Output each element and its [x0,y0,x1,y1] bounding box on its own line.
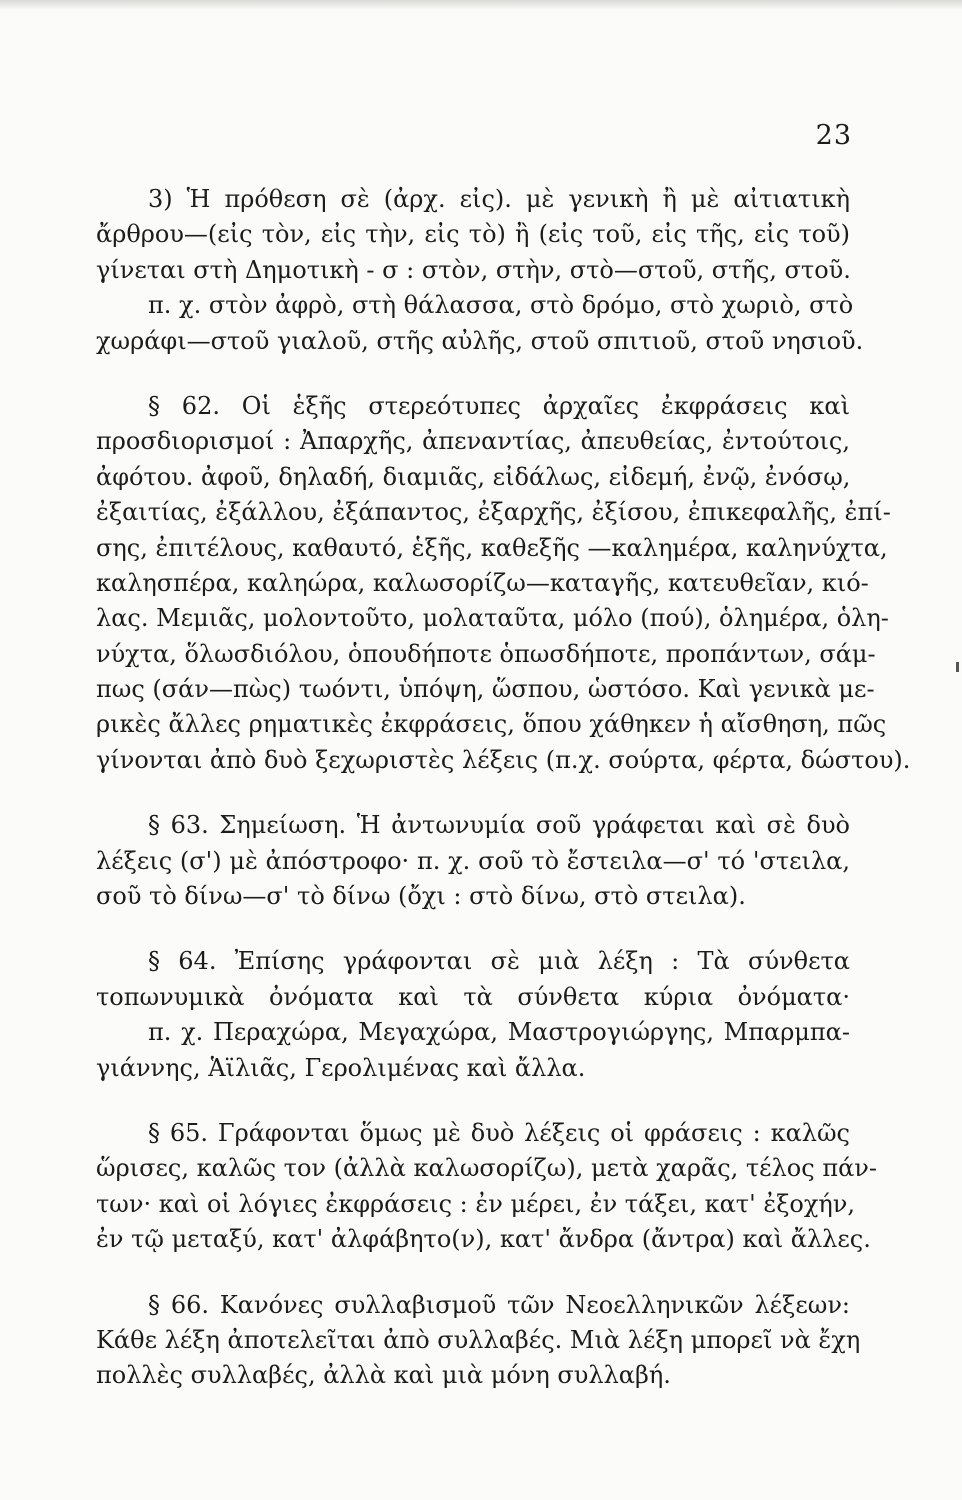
text-line: σοῦ τὸ δίνω—σ' τὸ δίνω (ὄχι : στὸ δίνω, στὸ στειλα). [96,882,746,911]
text-line: ἄρθρου—(εἰς τὸν, εἰς τὴν, εἰς τὸ) ἢ (εἰς τοῦ, εἰς τῆς, εἰς τοῦ) [96,220,850,249]
paragraph-section-64 [96,944,850,1086]
text-line: χωράφι—στοῦ γιαλοῦ, στῆς αὐλῆς, στοῦ σπιτιοῦ, στοῦ νησιοῦ. [96,326,864,355]
body-text [96,182,911,1394]
text-line: γίνεται στὴ Δημοτικὴ - σ : στὸν, στὴν, στὸ—στοῦ, στῆς, στοῦ. [96,255,851,284]
text-line: γιάννης, Ἁϊλιᾶς, Γερολιμένας καὶ ἄλλα. [96,1053,586,1082]
section-heading-line: § 64. Ἐπίσης γράφονται σὲ μιὰ λέξη : Τὰ σύνθετα [148,947,850,976]
paragraph-section-66 [96,1288,861,1394]
text-line: των· καὶ οἱ λόγιες ἐκφράσεις : ἐν μέρει, ἐν τάξει, κατ' ἐξοχήν, [96,1189,855,1218]
text-line: ἐξαιτίας, ἐξάλλου, ἐξάπαντος, ἐξαρχῆς, ἐξίσου, ἐπικεφαλῆς, ἐπί- [96,498,891,527]
text-line: πολλὲς συλλαβές, ἀλλὰ καὶ μιὰ μόνη συλλαβή. [96,1361,671,1390]
text-line: 3) Ἡ πρόθεση σὲ (ἀρχ. εἰς). μὲ γενικὴ ἢ μὲ αἰτιατικὴ [148,185,850,213]
text-line: ὥρισες, καλῶς τον (ἀλλὰ καλωσορίζω), μετὰ χαρᾶς, τέλος πάν- [96,1154,878,1183]
text-line: γίνονται ἀπὸ δυὸ ξεχωριστὲς λέξεις (π.χ. σούρτα, φέρτα, δώστου). [96,745,911,774]
paragraph-section-62 [96,389,911,778]
text-line: λέξεις (σ') μὲ ἀπόστροφο· π. χ. σοῦ τὸ ἔστειλα—σ' τό 'στειλα, [96,846,850,875]
text-line: ρικὲς ἄλλες ρηματικὲς ἐκφράσεις, ὅπου χάθηκεν ἡ αἴσθηση, πῶς [96,710,887,739]
section-heading-line: § 66. Κανόνες συλλαβισμοῦ τῶν Νεοελληνικῶν λέξεων: [148,1290,850,1319]
text-line: καλησπέρα, καληώρα, καλωσορίζω—καταγῆς, κατευθεῖαν, κιό- [96,568,869,597]
text-line: Κάθε λέξη ἀποτελεῖται ἀπὸ συλλαβές. Μιὰ λέξη μπορεῖ νὰ ἔχη [96,1325,861,1354]
page-top-edge [0,0,962,10]
text-line: λας. Μεμιᾶς, μολοντοῦτο, μολαταῦτα, μόλο (πού), ὁλημέρα, ὁλη- [96,604,889,633]
text-line: ἐν τῷ μεταξύ, κατ' ἀλφάβητο(ν), κατ' ἄνδρα (ἄντρα) καὶ ἄλλες. [96,1225,871,1254]
section-heading-line: § 65. Γράφονται ὅμως μὲ δυὸ λέξεις οἱ φράσεις : καλῶς [148,1118,850,1147]
paragraph-section-65 [96,1116,878,1258]
text-line: π. χ. Περαχώρα, Μεγαχώρα, Μαστρογιώργης, Μπαρμπα- [148,1018,850,1047]
text-line: σης, ἐπιτέλους, καθαυτό, ἑξῆς, καθεξῆς —καλημέρα, καληνύχτα, [96,533,888,562]
text-line: νύχτα, ὅλωσδιόλου, ὁπουδήποτε ὁπωσδήποτε, προπάντων, σάμ- [96,639,876,668]
text-line: τοπωνυμικὰ ὀνόματα καὶ τὰ σύνθετα κύρια ὀνόματα· [96,982,850,1011]
text-line: π. χ. στὸν ἀφρὸ, στὴ θάλασσα, στὸ δρόμο, στὸ χωριὸ, στὸ [148,291,854,320]
paragraph-rule-3 [96,182,864,359]
section-heading-line: § 62. Οἱ ἑξῆς στερεότυπες ἀρχαῖες ἐκφράσεις καὶ [148,391,850,420]
text-line: ἀφότου. ἀφοῦ, δηλαδή, διαμιᾶς, εἰδάλως, εἰδεμή, ἐνῷ, ἐνόσῳ, [96,462,851,491]
paragraph-section-63 [96,808,850,914]
text-line: πως (σάν—πὼς) τωόντι, ὑπόψη, ὥσπου, ὡστόσο. Καὶ γενικὰ με- [96,675,875,704]
text-line: προσδιορισμοί : Ἀπαρχῆς, ἀπεναντίας, ἀπευθείας, ἐντούτοις, [96,427,850,456]
page-number: 23 [815,120,852,151]
section-heading-line: § 63. Σημείωση. Ἡ ἀντωνυμία σοῦ γράφεται καὶ σὲ δυὸ [148,811,850,840]
margin-mark [956,662,959,672]
